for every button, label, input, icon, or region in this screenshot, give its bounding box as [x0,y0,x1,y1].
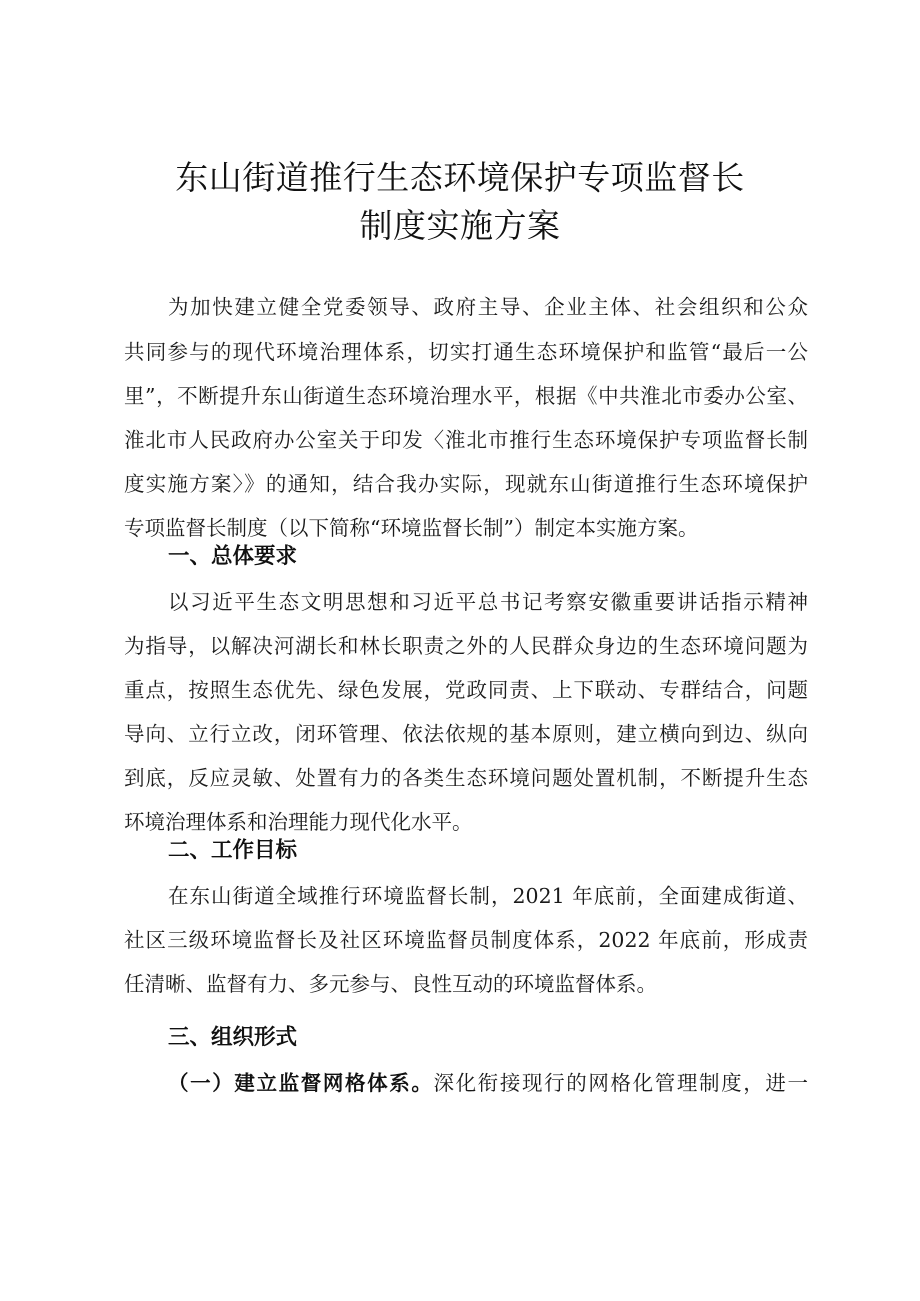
section-heading-work-goals: 二、工作目标 [168,838,298,863]
document-title-line-1: 东山街道推行生态环境保护专项监督长 [175,158,745,197]
section1-line-2: 为指导，以解决河湖长和林长职责之外的人民群众身边的生态环境问题为 [124,634,808,658]
document-title-line-2: 制度实施方案 [359,206,561,245]
intro-line-2: 共同参与的现代环境治理体系，切实打通生态环境保护和监管“最后一公 [124,340,808,364]
section-heading-organization-form: 三、组织形式 [168,1025,298,1050]
section1-line-4: 导向、立行立改，闭环管理、依法依规的基本原则，建立横向到边、纵向 [124,722,808,746]
section2-line-2: 社区三级环境监督长及社区环境监督员制度体系，2022 年底前，形成责 [124,928,808,952]
intro-line-3: 里”，不断提升东山街道生态环境治理水平，根据《中共淮北市委办公室、 [124,384,808,408]
section3-item1-line [168,1068,808,1099]
intro-line-6: 专项监督长制度（以下简称“环境监督长制”）制定本实施方案。 [124,516,699,540]
section3-item1-bold: （一）建立监督网格体系。 [168,1071,434,1095]
section3-item1-text: 深化衔接现行的网格化管理制度，进一 [433,1071,808,1095]
section1-line-3: 重点，按照生态优先、绿色发展，党政同责、上下联动、专群结合，问题 [124,678,808,702]
section1-line-5: 到底，反应灵敏、处置有力的各类生态环境问题处置机制，不断提升生态 [124,766,808,790]
intro-line-5: 度实施方案〉》的通知，结合我办实际，现就东山街道推行生态环境保护 [124,472,808,496]
section1-line-1: 以习近平生态文明思想和习近平总书记考察安徽重要讲话指示精神 [168,590,808,614]
section2-line-1: 在东山街道全域推行环境监督长制，2021 年底前，全面建成街道、 [168,884,808,908]
intro-line-1: 为加快建立健全党委领导、政府主导、企业主体、社会组织和公众 [168,295,808,319]
section1-line-6: 环境治理体系和治理能力现代化水平。 [124,810,473,834]
intro-line-4: 淮北市人民政府办公室关于印发〈淮北市推行生态环境保护专项监督长制 [124,428,808,452]
section-heading-overall-requirements: 一、总体要求 [168,544,298,569]
section2-line-3: 任清晰、监督有力、多元参与、良性互动的环境监督体系。 [124,972,657,996]
